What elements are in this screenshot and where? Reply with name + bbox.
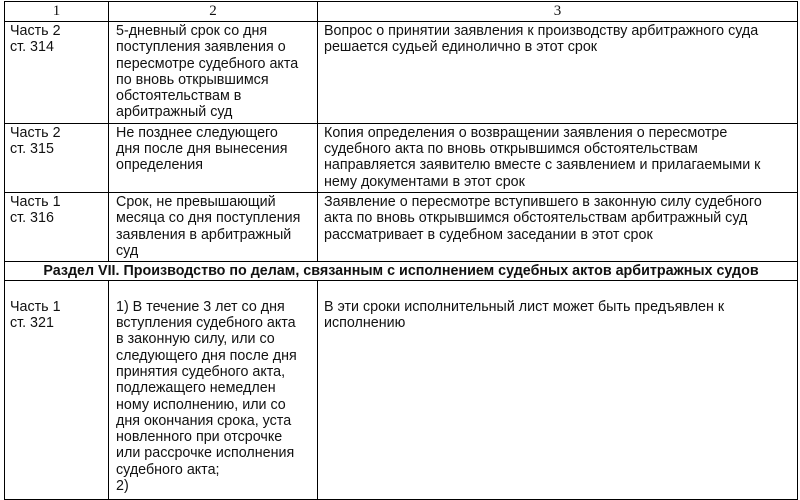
table-row [5, 123, 798, 192]
article-reference-text: Часть 1 ст. 321 [10, 298, 61, 332]
section-title: Раздел VII. Производство по делам, связанным с исполнением судебных актов арбитражных судов [5, 262, 798, 281]
section-heading-row [5, 262, 798, 281]
deadline-description-text: В эти сроки исполнительный лист может быть предъявлен к исполнению [324, 298, 725, 332]
article-reference [5, 281, 109, 500]
deadline-description: Копия определения о возвращении заявления о пересмотре судебного акта по вновь открывшимся обстоятельствам направляется заявителю вместе с заявлением и прилагаемыми к нему документами в этот срок [318, 123, 798, 192]
article-reference: Часть 2 ст. 314 [5, 22, 109, 124]
deadline-term: 5-дневный срок со дня поступления заявления о пересмотре судебного акта по вновь открывшимся обстоятельствам в арбитражный суд [109, 22, 318, 124]
article-reference: Часть 2 ст. 315 [5, 123, 109, 192]
table-row [5, 22, 798, 124]
deadline-description: Вопрос о принятии заявления к производству арбитражного суда решается судьей единолично в этот срок [318, 22, 798, 124]
table-header-row [5, 2, 798, 22]
column-header-2: 2 [109, 2, 318, 22]
column-header-1: 1 [5, 2, 109, 22]
deadline-term [109, 281, 318, 500]
deadline-description: Заявление о пересмотре вступившего в законную силу судебного акта по вновь открывшимся обстоятельствам арбитражный суд рассматривает в судебном заседании в этот срок [318, 192, 798, 261]
deadline-term-text: 1) В течение 3 лет со дня вступления судебного акта в законную силу, или со следующего дня после дня принятия судебного акта, подлежащего немедлен ному исполнению, или со дня окончания срока, уста новленного при отсрочке или рассрочке исполнения судебного акта; 2) [116, 298, 297, 495]
deadlines-table [4, 1, 798, 500]
column-header-3: 3 [318, 2, 798, 22]
table-row [5, 281, 798, 500]
deadline-term: Не позднее следующего дня после дня вынесения определения [109, 123, 318, 192]
deadline-term: Срок, не превышающий месяца со дня поступления заявления в арбитражный суд [109, 192, 318, 261]
table-row [5, 192, 798, 261]
article-reference: Часть 1 ст. 316 [5, 192, 109, 261]
deadline-description [318, 281, 798, 500]
